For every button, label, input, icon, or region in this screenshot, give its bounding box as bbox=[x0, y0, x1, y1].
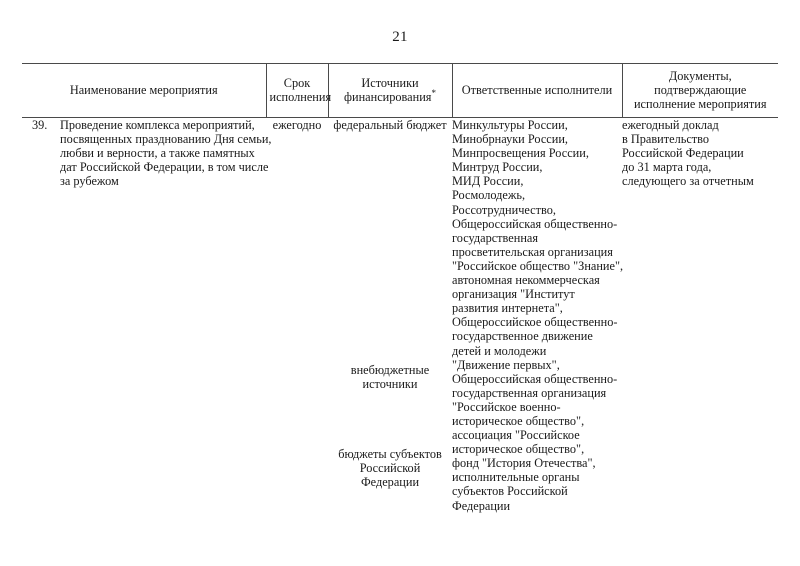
funding-source-line: источники bbox=[362, 377, 418, 392]
column-header-source-line-1: Источники bbox=[361, 76, 419, 90]
column-header-name bbox=[22, 64, 266, 118]
activity-name-line: дат Российской Федерации, в том числе bbox=[60, 160, 269, 175]
activities-table bbox=[22, 63, 778, 513]
cell-responsible-executors bbox=[452, 118, 622, 513]
executor-line: развития интернета", bbox=[452, 301, 563, 316]
column-header-term bbox=[266, 64, 332, 118]
row-number: 39. bbox=[32, 118, 48, 132]
table-header-row bbox=[22, 64, 778, 118]
executor-line: фонд "История Отечества", bbox=[452, 456, 596, 471]
executor-line: Общероссийское общественно- bbox=[452, 315, 618, 330]
document-line: следующего за отчетным bbox=[622, 174, 754, 189]
executor-line: Минкультуры России, bbox=[452, 118, 568, 132]
executor-line: историческое общество", bbox=[452, 442, 585, 457]
column-header-executors-text: Ответственные исполнители bbox=[461, 83, 613, 97]
executor-line: Общероссийская общественно- bbox=[452, 371, 618, 386]
funding-source-group-1 bbox=[328, 118, 452, 132]
footnote-asterisk-icon: * bbox=[431, 87, 436, 98]
executor-line: государственное движение bbox=[452, 329, 593, 344]
column-header-term-line-2: исполнения bbox=[269, 90, 332, 104]
column-header-source-line-2 bbox=[332, 87, 449, 104]
cell-activity-name bbox=[22, 118, 272, 513]
column-header-executors bbox=[452, 64, 622, 118]
executor-line: детей и молодежи bbox=[452, 343, 547, 358]
executor-line: просветительская организация bbox=[452, 244, 613, 259]
page-number: 21 bbox=[392, 29, 408, 45]
document-line: в Правительство bbox=[622, 132, 710, 147]
executor-line: "Российское общество "Знание", bbox=[452, 258, 624, 273]
executor-line: Росмолодежь, bbox=[452, 188, 526, 203]
executor-line: государственная bbox=[452, 230, 539, 245]
executor-line: ассоциация "Российское bbox=[452, 428, 580, 443]
funding-source-line: бюджеты субъектов bbox=[338, 447, 442, 462]
column-header-term-line-1: Срок bbox=[283, 76, 311, 90]
table-body bbox=[22, 118, 778, 513]
activity-name-line: посвященных празднованию Дня семьи, bbox=[60, 132, 272, 147]
document-line: до 31 марта года, bbox=[622, 160, 712, 175]
executor-line: "Российское военно- bbox=[452, 399, 561, 414]
funding-source-group-2 bbox=[328, 363, 452, 391]
cell-execution-term bbox=[266, 118, 328, 513]
column-header-docs-line-1: Документы, bbox=[668, 69, 732, 83]
funding-source-line: Федерации bbox=[360, 475, 420, 490]
funding-source-line: федеральный бюджет bbox=[333, 118, 447, 132]
executor-line: "Движение первых", bbox=[452, 357, 560, 372]
execution-term-text: ежегодно bbox=[272, 118, 322, 132]
funding-source-line: Российской bbox=[359, 461, 421, 476]
executor-line: историческое общество", bbox=[452, 413, 585, 428]
executor-line: организация "Институт bbox=[452, 287, 575, 302]
executor-line: Общероссийская общественно- bbox=[452, 216, 618, 231]
document-line: ежегодный доклад bbox=[622, 118, 719, 132]
document-line: Российской Федерации bbox=[622, 146, 744, 161]
column-header-docs-line-3: исполнение мероприятия bbox=[633, 97, 767, 111]
column-header-name-text: Наименование мероприятия bbox=[69, 83, 218, 97]
column-header-documents bbox=[622, 64, 778, 118]
cell-confirming-documents bbox=[622, 118, 778, 513]
funding-source-line: внебюджетные bbox=[350, 363, 430, 378]
column-header-funding-sources bbox=[328, 64, 452, 118]
activity-name-line: Проведение комплекса мероприятий, bbox=[60, 118, 255, 132]
executor-line: автономная некоммерческая bbox=[452, 273, 600, 288]
executor-line: МИД России, bbox=[452, 174, 524, 189]
column-header-source-text: финансирования bbox=[344, 90, 432, 104]
executor-line: Минтруд России, bbox=[452, 160, 543, 175]
executor-line: Минпросвещения России, bbox=[452, 146, 589, 161]
activity-name-text bbox=[60, 118, 272, 188]
table-row bbox=[22, 118, 778, 513]
executor-line: Минобрнауки России, bbox=[452, 132, 568, 147]
activity-name-line: за рубежом bbox=[60, 174, 119, 189]
cell-funding-sources bbox=[328, 118, 452, 513]
executor-line: Федерации bbox=[452, 498, 511, 513]
activity-name-line: любви и верности, а также памятных bbox=[60, 146, 255, 161]
executor-line: государственная организация bbox=[452, 385, 607, 400]
executor-line: исполнительные органы bbox=[452, 470, 580, 485]
table-header bbox=[22, 64, 778, 118]
column-header-docs-line-2: подтверждающие bbox=[654, 83, 747, 97]
executor-line: Россотрудничество, bbox=[452, 202, 556, 217]
executor-line: субъектов Российской bbox=[452, 484, 568, 499]
funding-source-group-3 bbox=[328, 447, 452, 489]
